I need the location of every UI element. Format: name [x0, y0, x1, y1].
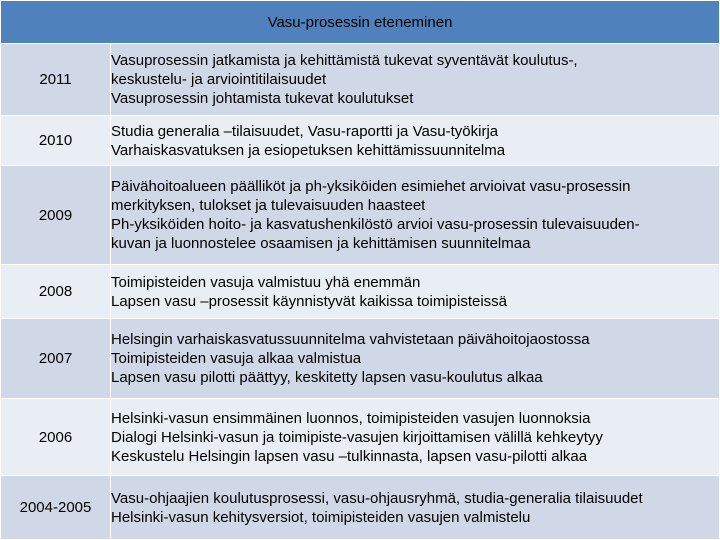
description-cell [111, 116, 720, 166]
year-cell: 2009 [1, 166, 111, 265]
year-cell: 2010 [1, 116, 111, 166]
description-line: Vasuprosessin johtamista tukevat koulutukset [111, 90, 414, 107]
description-line: Dialogi Helsinki-vasun ja toimipiste-vasujen kirjoittamisen välillä kehkeytyy [111, 428, 603, 446]
table-row [1, 44, 720, 116]
table-row [1, 319, 720, 399]
description-line: Lapsen vasu –prosessit käynnistyvät kaikissa toimipisteissä [111, 292, 508, 310]
table-row [1, 116, 720, 166]
description-line: kuvan ja luonnostelee osaamisen ja kehittämisen suunnitelmaa [111, 235, 531, 252]
table-title: Vasu-prosessin eteneminen [1, 1, 720, 44]
description-cell [111, 476, 720, 540]
description-line: Lapsen vasu pilotti päättyy, keskitetty lapsen vasu-koulutus alkaa [111, 369, 543, 386]
description-line: Varhaiskasvatuksen ja esiopetuksen kehittämissuunnitelma [111, 141, 506, 159]
year-cell: 2007 [1, 319, 111, 399]
description-line: Helsingin varhaiskasvatussuunnitelma vahvistetaan päivähoitojaostossa [111, 331, 590, 348]
description-line: Keskustelu Helsingin lapsen vasu –tulkinnasta, lapsen vasu-pilotti alkaa [111, 447, 588, 465]
year-cell: 2006 [1, 399, 111, 476]
description-line: merkityksen, tulokset ja tulevaisuuden haasteet [111, 197, 426, 214]
description-cell [111, 265, 720, 319]
description-line: Vasu-ohjaajien koulutusprosessi, vasu-ohjausryhmä, studia-generalia tilaisuudet [111, 489, 643, 507]
description-line: Helsinki-vasun ensimmäinen luonnos, toimipisteiden vasujen luonnoksia [111, 409, 591, 427]
description-cell [111, 166, 720, 265]
year-cell: 2004-2005 [1, 476, 111, 540]
description-line: Helsinki-vasun kehitysversiot, toimipisteiden vasujen valmistelu [111, 508, 531, 526]
description-cell [111, 44, 720, 116]
description-line: Päivähoitoalueen päälliköt ja ph-yksiköiden esimiehet arvioivat vasu-prosessin [111, 178, 631, 195]
description-line: Studia generalia –tilaisuudet, Vasu-raportti ja Vasu-työkirja [111, 122, 499, 140]
description-line: Ph-yksiköiden hoito- ja kasvatushenkilöstö arvioi vasu-prosessin tulevaisuuden- [111, 216, 640, 233]
table-row [1, 476, 720, 540]
table-row [1, 399, 720, 476]
description-line: keskustelu- ja arviointitilaisuudet [111, 71, 327, 88]
year-cell: 2011 [1, 44, 111, 116]
description-line: Toimipisteiden vasuja valmistuu yhä enemmän [111, 273, 421, 291]
table-row [1, 166, 720, 265]
description-cell [111, 319, 720, 399]
description-cell [111, 399, 720, 476]
table-row [1, 265, 720, 319]
year-cell: 2008 [1, 265, 111, 319]
description-line: Vasuprosessin jatkamista ja kehittämistä tukevat syventävät koulutus-, [111, 52, 578, 69]
description-line: Toimipisteiden vasuja alkaa valmistua [111, 350, 362, 367]
